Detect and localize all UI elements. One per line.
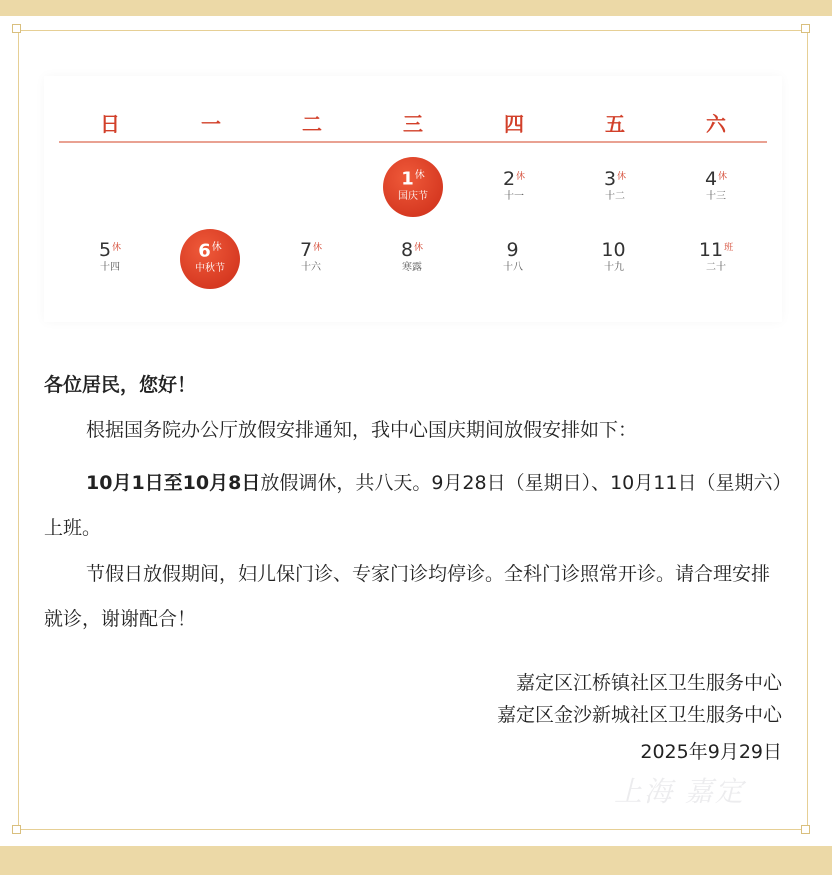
lunar-date: 十一 — [504, 191, 524, 202]
calendar-day — [574, 239, 654, 275]
weekday-wed: 三 — [403, 112, 423, 136]
holiday-range: 10月1日至10月8日 — [86, 472, 261, 494]
rest-tag: 休 — [112, 242, 122, 253]
frame-corner — [12, 825, 21, 834]
day-number: 6 — [198, 240, 211, 262]
calendar-day-holiday — [383, 157, 443, 217]
lunar-date: 十六 — [301, 262, 321, 273]
lunar-date: 十三 — [706, 191, 726, 202]
rest-tag: 休 — [414, 170, 425, 181]
weekday-sun: 日 — [100, 112, 120, 136]
frame-corner — [801, 825, 810, 834]
weekday-tue: 二 — [302, 112, 322, 136]
lunar-date: 十二 — [605, 191, 625, 202]
lunar-date: 二十 — [706, 262, 726, 273]
rest-tag: 休 — [516, 171, 526, 182]
calendar-day-holiday — [180, 229, 240, 289]
festival-label: 国庆节 — [398, 191, 428, 203]
day-number: 4 — [704, 168, 718, 190]
calendar-day — [70, 239, 150, 275]
rest-tag: 休 — [313, 242, 323, 253]
frame-corner — [801, 24, 810, 33]
calendar-day — [372, 239, 452, 275]
greeting: 各位居民，您好！ — [44, 374, 197, 396]
signature-org-1: 嘉定区江桥镇社区卫生服务中心 — [515, 672, 782, 694]
rest-tag: 休 — [414, 242, 424, 253]
day-number: 7 — [299, 239, 313, 261]
watermark-logo: 上海 嘉定 — [614, 775, 745, 808]
calendar-day — [474, 168, 554, 204]
weekday-divider — [59, 141, 767, 143]
signature-date: 2025年9月29日 — [640, 741, 782, 763]
day-number: 11 — [698, 239, 724, 261]
lunar-date: 十八 — [503, 262, 523, 273]
day-number: 1 — [401, 168, 414, 190]
calendar-day — [676, 239, 756, 275]
notice-paragraph-2 — [44, 461, 784, 551]
festival-label: 中秋节 — [195, 263, 225, 275]
day-number: 8 — [400, 239, 414, 261]
day-number: 2 — [502, 168, 516, 190]
calendar-day — [473, 239, 553, 275]
rest-tag: 休 — [718, 171, 728, 182]
calendar-day — [676, 168, 756, 204]
weekday-sat: 六 — [706, 112, 726, 136]
calendar-day — [271, 239, 351, 275]
lunar-date: 寒露 — [402, 262, 422, 273]
holiday-details: 放假调休，共八天。9月28日（星期日）、10月11日（星期六）上班。 — [44, 472, 782, 539]
lunar-date: 十四 — [100, 262, 120, 273]
weekday-mon: 一 — [201, 112, 221, 136]
weekday-thu: 四 — [504, 112, 524, 136]
notice-paragraph-1: 根据国务院办公厅放假安排通知，我中心国庆期间放假安排如下： — [86, 419, 638, 441]
day-number: 10 — [601, 239, 626, 261]
work-tag: 班 — [724, 242, 734, 253]
day-number: 3 — [603, 168, 617, 190]
rest-tag: 休 — [211, 242, 222, 253]
day-number: 5 — [98, 239, 112, 261]
frame-corner — [12, 24, 21, 33]
calendar-day — [575, 168, 655, 204]
weekday-header — [59, 108, 767, 134]
notice-paragraph-3: 节假日放假期间，妇儿保门诊、专家门诊均停诊。全科门诊照常开诊。请合理安排就诊，谢谢配合！ — [44, 563, 771, 630]
weekday-fri: 五 — [605, 112, 625, 136]
rest-tag: 休 — [617, 171, 627, 182]
day-number: 9 — [506, 239, 519, 261]
signature-org-2: 嘉定区金沙新城社区卫生服务中心 — [496, 704, 782, 726]
lunar-date: 十九 — [604, 262, 624, 273]
